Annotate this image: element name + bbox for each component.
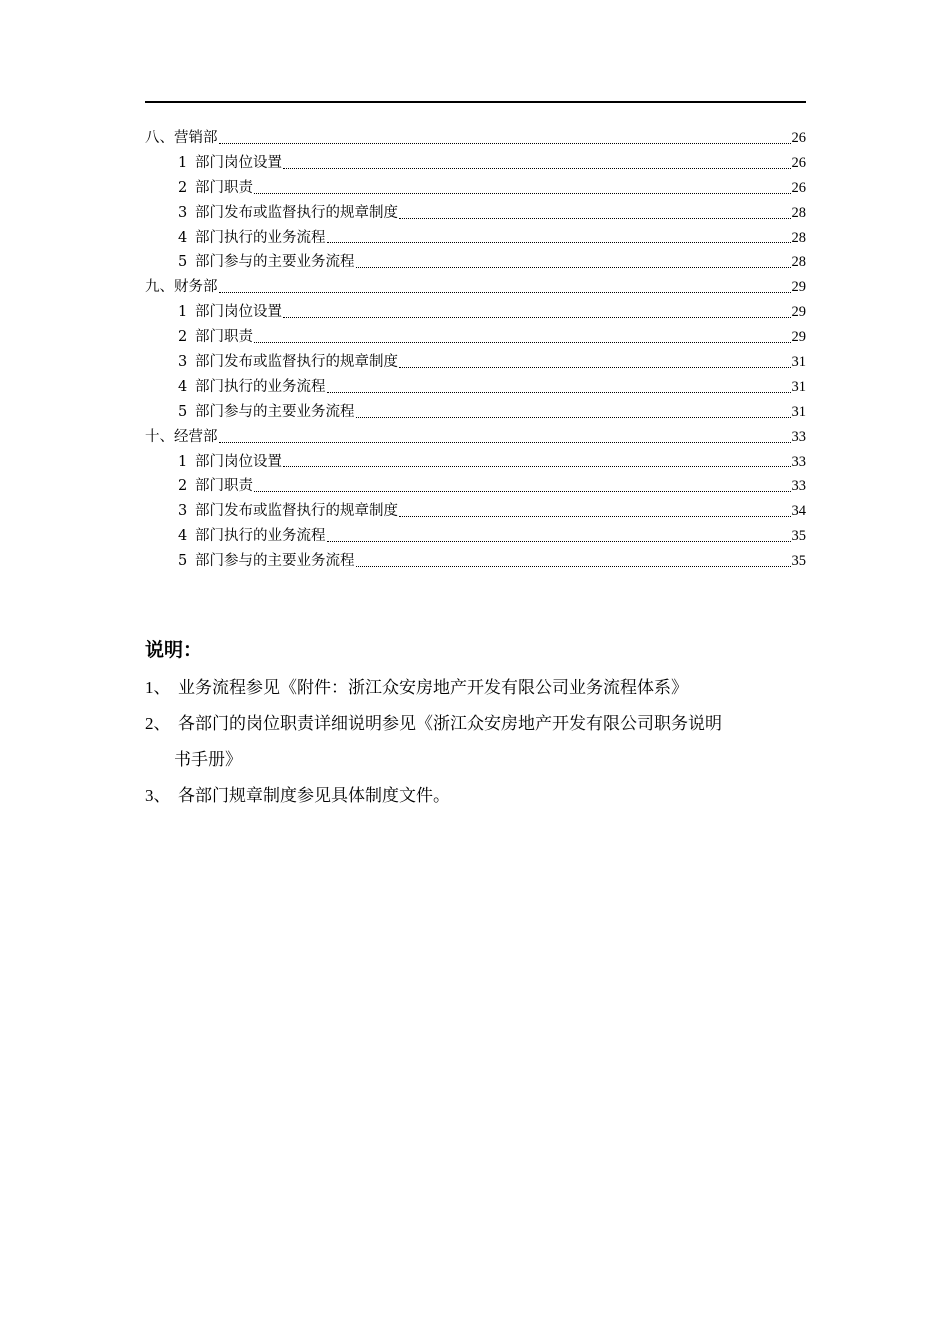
toc-section-entry[interactable] <box>145 325 806 350</box>
toc-entry-title: 八、营销部 <box>145 129 218 146</box>
toc-page-number: 28 <box>791 254 806 271</box>
toc-dot-leader <box>356 417 791 418</box>
toc-page-number: 28 <box>791 229 806 246</box>
toc-section-entry[interactable] <box>145 151 806 176</box>
toc-entry-title: 部门执行的业务流程 <box>195 378 326 395</box>
toc-page-number: 26 <box>791 129 806 146</box>
toc-dot-leader <box>399 218 791 219</box>
toc-entry-title: 部门职责 <box>195 478 253 495</box>
toc-section-entry[interactable] <box>145 226 806 251</box>
toc-section-entry[interactable] <box>145 176 806 201</box>
toc-page-number: 33 <box>791 478 806 495</box>
toc-section-entry[interactable] <box>145 400 806 425</box>
toc-entry-title: 部门职责 <box>195 179 253 196</box>
toc-entry-number: 1 <box>178 304 188 321</box>
toc-page-number: 29 <box>791 304 806 321</box>
toc-dot-leader <box>356 566 791 567</box>
toc-entry-number: 5 <box>178 403 188 420</box>
toc-page-number: 28 <box>791 204 806 221</box>
toc-entry-title: 部门发布或监督执行的规章制度 <box>195 354 398 370</box>
toc-entry-title: 十、经营部 <box>145 428 218 445</box>
toc-entry-title: 部门参与的主要业务流程 <box>195 254 355 271</box>
toc-section-entry[interactable] <box>145 549 806 574</box>
toc-page-number: 26 <box>791 154 806 171</box>
notes-section <box>145 634 810 814</box>
toc-section-entry[interactable] <box>145 375 806 400</box>
toc-entry-number: 2 <box>178 179 188 196</box>
toc-dot-leader <box>327 392 791 393</box>
toc-dot-leader <box>399 516 791 517</box>
toc-dot-leader <box>219 442 791 443</box>
toc-page-number: 31 <box>791 354 806 370</box>
toc-section-entry[interactable] <box>145 474 806 499</box>
toc-entry-title: 部门发布或监督执行的规章制度 <box>195 204 398 221</box>
note-item-1 <box>145 670 810 706</box>
toc-section-entry[interactable] <box>145 499 806 524</box>
toc-entry-title: 部门执行的业务流程 <box>195 229 326 246</box>
note-number: 1、 <box>145 678 171 697</box>
toc-entry-title: 部门执行的业务流程 <box>195 528 326 545</box>
toc-dot-leader <box>254 193 791 194</box>
toc-dot-leader <box>219 292 791 293</box>
toc-section-entry[interactable] <box>145 524 806 549</box>
toc-page-number: 31 <box>791 378 806 395</box>
toc-entry-number: 4 <box>178 378 188 395</box>
note-text: 各部门的岗位职责详细说明参见《浙江众安房地产开发有限公司职务说明 <box>178 714 722 734</box>
toc-entry-title: 部门岗位设置 <box>195 154 282 171</box>
toc-dot-leader <box>219 143 791 144</box>
toc-entry-number: 5 <box>178 553 188 570</box>
toc-entry-title: 九、财务部 <box>145 279 218 296</box>
toc-entry-number: 2 <box>178 329 188 346</box>
note-text: 业务流程参见《附件：浙江众安房地产开发有限公司业务流程体系》 <box>178 678 688 698</box>
toc-page-number: 31 <box>791 403 806 420</box>
note-item-3 <box>145 778 810 814</box>
toc-entry-number: 1 <box>178 453 188 470</box>
toc-entry-title: 部门岗位设置 <box>195 304 282 321</box>
toc-page-number: 35 <box>791 553 806 570</box>
toc-entry-number: 1 <box>178 154 188 171</box>
toc-page-number: 29 <box>791 329 806 346</box>
toc-chapter-entry[interactable] <box>145 126 806 151</box>
toc-page-number: 26 <box>791 179 806 196</box>
toc-entry-title: 部门参与的主要业务流程 <box>195 403 355 420</box>
toc-page-number: 34 <box>791 503 806 520</box>
toc-entry-number: 3 <box>178 354 188 370</box>
toc-dot-leader <box>327 541 791 542</box>
toc-entry-title: 部门发布或监督执行的规章制度 <box>195 503 398 520</box>
toc-section-entry[interactable] <box>145 450 806 475</box>
toc-dot-leader <box>327 242 791 243</box>
toc-entry-number: 4 <box>178 229 188 246</box>
toc-entry-number: 5 <box>178 254 188 271</box>
note-number: 3、 <box>145 786 171 805</box>
toc-dot-leader <box>356 267 791 268</box>
toc-entry-title: 部门参与的主要业务流程 <box>195 553 355 570</box>
toc-chapter-entry[interactable] <box>145 425 806 450</box>
toc-page-number: 33 <box>791 453 806 470</box>
toc-entry-number: 2 <box>178 478 188 495</box>
toc-entry-number: 3 <box>178 503 188 520</box>
toc-page-number: 33 <box>791 428 806 445</box>
note-text-continuation: 书手册》 <box>174 750 242 770</box>
notes-heading: 说明： <box>145 639 203 661</box>
toc-dot-leader <box>399 367 791 368</box>
toc-entry-number: 4 <box>178 528 188 545</box>
toc-dot-leader <box>283 466 791 467</box>
note-item-2 <box>145 706 810 742</box>
toc-entry-title: 部门岗位设置 <box>195 453 282 470</box>
note-number: 2、 <box>145 714 171 733</box>
toc-dot-leader <box>283 168 791 169</box>
toc-dot-leader <box>283 317 791 318</box>
toc-page-number: 35 <box>791 528 806 545</box>
toc-section-entry[interactable] <box>145 300 806 325</box>
toc-entry-number: 3 <box>178 204 188 221</box>
toc-section-entry[interactable] <box>145 350 806 375</box>
toc-section-entry[interactable] <box>145 201 806 226</box>
toc-dot-leader <box>254 491 791 492</box>
note-text: 各部门规章制度参见具体制度文件。 <box>178 786 450 806</box>
toc-section-entry[interactable] <box>145 250 806 275</box>
toc-entry-title: 部门职责 <box>195 329 253 346</box>
toc-dot-leader <box>254 342 791 343</box>
header-rule <box>145 101 806 103</box>
table-of-contents <box>145 126 806 574</box>
toc-chapter-entry[interactable] <box>145 275 806 300</box>
toc-page-number: 29 <box>791 279 806 296</box>
